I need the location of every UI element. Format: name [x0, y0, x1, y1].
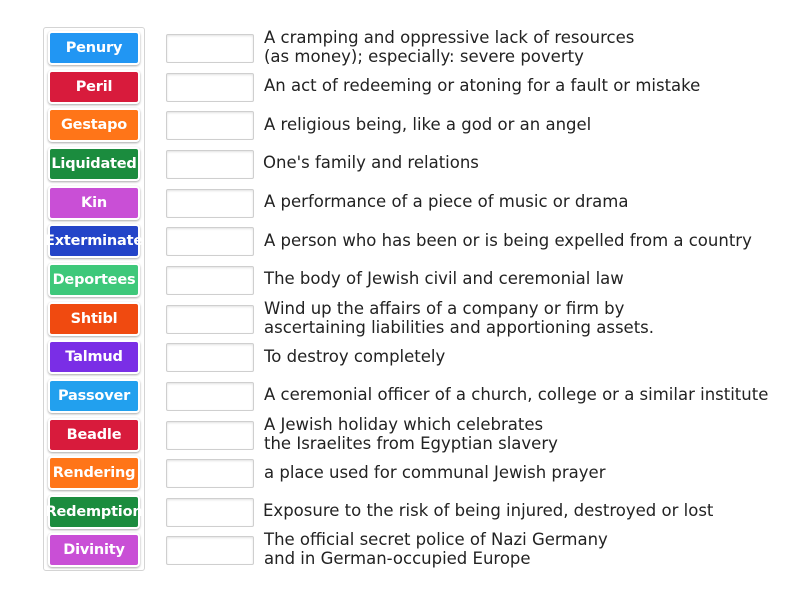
definition-line: The official secret police of Nazi Germany: [264, 530, 608, 550]
term-tile-peril[interactable]: Peril: [48, 70, 140, 104]
term-tile-rendering[interactable]: Rendering: [48, 456, 140, 490]
definition-text: [264, 269, 784, 288]
term-tile-exterminate[interactable]: Exterminate: [48, 224, 140, 258]
definition-text: [264, 463, 784, 482]
term-tile-divinity[interactable]: Divinity: [48, 533, 140, 567]
definition-line: A cramping and oppressive lack of resources: [264, 28, 635, 47]
definition-text: [264, 76, 784, 95]
term-tile-redemption[interactable]: Redemption: [48, 495, 140, 529]
definition-text: [264, 530, 784, 568]
answer-slot[interactable]: [166, 305, 254, 334]
definition-text: [264, 28, 784, 66]
definition-text: [264, 299, 784, 337]
definition-line: The body of Jewish civil and ceremonial law: [264, 269, 624, 289]
term-tile-deportees[interactable]: Deportees: [48, 263, 140, 297]
definition-text: [263, 153, 783, 172]
answer-slot[interactable]: [166, 459, 254, 488]
answer-slot[interactable]: [166, 150, 254, 179]
definition-line: Exposure to the risk of being injured, destroyed or lost: [263, 501, 714, 521]
term-tile-beadle[interactable]: Beadle: [48, 418, 140, 452]
answer-slot[interactable]: [166, 498, 254, 527]
definition-text: [264, 415, 784, 453]
answer-slot[interactable]: [166, 111, 254, 140]
answer-slot[interactable]: [166, 266, 254, 295]
definition-line: To destroy completely: [264, 346, 446, 366]
term-tile-gestapo[interactable]: Gestapo: [48, 108, 140, 142]
definition-line: An act of redeeming or atoning for a fault or mistake: [264, 76, 701, 96]
answer-slot[interactable]: [166, 189, 254, 218]
definition-line: A person who has been or is being expelled from a country: [264, 230, 752, 250]
term-tile-liquidated[interactable]: Liquidated: [48, 147, 140, 181]
definition-line: (as money); especially: severe poverty: [264, 47, 584, 66]
definition-line: One's family and relations: [263, 153, 479, 173]
definition-text: [264, 192, 784, 211]
definition-line: A religious being, like a god or an angel: [264, 114, 592, 134]
answer-slot[interactable]: [166, 34, 254, 63]
definition-text: [264, 385, 784, 404]
answer-slot[interactable]: [166, 227, 254, 256]
definition-text: [264, 347, 784, 366]
answer-slot[interactable]: [166, 343, 254, 372]
term-tile-penury[interactable]: Penury: [48, 31, 140, 65]
term-tile-shtibl[interactable]: Shtibl: [48, 302, 140, 336]
answer-slot[interactable]: [166, 536, 254, 565]
definition-line: Wind up the affairs of a company or firm by: [264, 298, 625, 318]
term-tile-column: [43, 27, 145, 571]
definition-line: the Israelites from Egyptian slavery: [264, 433, 558, 453]
term-tile-talmud[interactable]: Talmud: [48, 340, 140, 374]
term-tile-passover[interactable]: Passover: [48, 379, 140, 413]
definition-line: and in German-occupied Europe: [264, 549, 531, 569]
definition-line: A ceremonial officer of a church, college or a similar institute: [264, 385, 769, 405]
answer-slot[interactable]: [166, 421, 254, 450]
definition-line: ascertaining liabilities and apportioning assets.: [264, 317, 655, 337]
answer-slot[interactable]: [166, 382, 254, 411]
definition-line: A performance of a piece of music or drama: [264, 192, 629, 212]
definition-text: [263, 501, 783, 520]
definition-line: A Jewish holiday which celebrates: [264, 414, 544, 434]
term-tile-kin[interactable]: Kin: [48, 186, 140, 220]
answer-slot[interactable]: [166, 73, 254, 102]
definition-text: [264, 115, 784, 134]
definition-text: [264, 231, 784, 250]
definition-line: a place used for communal Jewish prayer: [264, 462, 606, 482]
